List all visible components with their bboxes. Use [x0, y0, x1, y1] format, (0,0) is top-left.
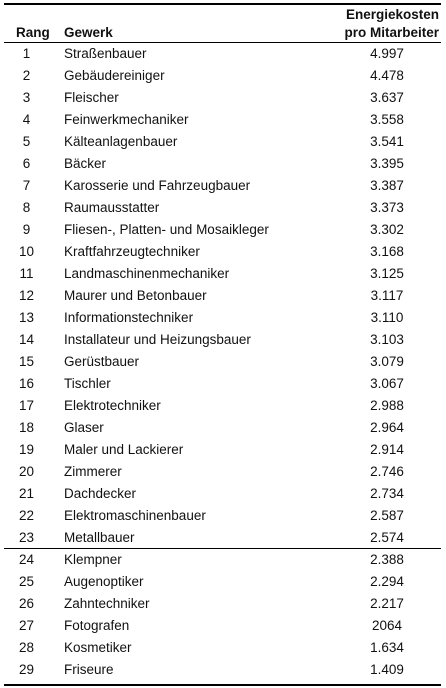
cell-energiekosten: 3.541 — [370, 134, 404, 149]
table-row — [4, 615, 441, 637]
cell-gewerk: Glaser — [64, 420, 104, 435]
table-row — [4, 241, 441, 263]
table-row — [4, 43, 441, 65]
cell-energiekosten: 2.217 — [370, 595, 404, 611]
cell-energiekosten: 3.637 — [370, 90, 404, 105]
cell-gewerk: Raumausstatter — [64, 200, 160, 215]
cell-gewerk: Fotografen — [64, 617, 130, 633]
cell-energiekosten: 1.634 — [370, 639, 404, 655]
table-row — [4, 65, 441, 87]
cell-rang: 4 — [22, 112, 31, 127]
cell-rang: 14 — [18, 332, 35, 347]
table-header — [4, 5, 441, 43]
cell-rang: 19 — [18, 442, 35, 457]
cell-energiekosten: 3.067 — [370, 376, 404, 391]
cell-gewerk: Maurer und Betonbauer — [64, 288, 207, 303]
cell-energiekosten: 3.373 — [370, 200, 404, 215]
cell-rang: 2 — [22, 68, 31, 83]
cell-gewerk: Karosserie und Fahrzeugbauer — [64, 178, 251, 193]
cell-gewerk: Gebäudereiniger — [64, 68, 165, 83]
cell-gewerk: Installateur und Heizungsbauer — [64, 332, 251, 347]
cell-gewerk: Landmaschinenmechaniker — [64, 266, 230, 281]
cell-energiekosten: 2.294 — [370, 573, 404, 589]
cell-rang: 1 — [22, 46, 31, 61]
table-row — [4, 417, 441, 439]
cell-gewerk: Fleischer — [64, 90, 119, 105]
cell-rang: 15 — [18, 354, 35, 369]
cell-energiekosten: 1.409 — [370, 661, 404, 677]
table-row — [4, 153, 441, 175]
cell-gewerk: Metallbauer — [64, 530, 135, 545]
cell-rang: 28 — [18, 639, 35, 655]
table-row — [4, 263, 441, 285]
table-row — [4, 549, 441, 571]
cell-rang: 10 — [18, 244, 35, 259]
cell-energiekosten: 2.574 — [370, 530, 404, 545]
cell-gewerk: Straßenbauer — [64, 46, 147, 61]
cell-gewerk: Informationstechniker — [64, 310, 194, 325]
cell-energiekosten: 3.168 — [370, 244, 404, 259]
cell-rang: 6 — [22, 156, 31, 171]
cell-energiekosten: 2.734 — [370, 486, 404, 501]
cell-rang: 29 — [18, 661, 35, 677]
table-row — [4, 461, 441, 483]
cell-rang: 20 — [18, 464, 35, 479]
table-row — [4, 87, 441, 109]
cell-gewerk: Augenoptiker — [64, 573, 144, 589]
cell-energiekosten: 3.117 — [370, 288, 404, 303]
table-row — [4, 175, 441, 197]
cell-energiekosten: 2.388 — [370, 551, 404, 567]
cell-gewerk: Maler und Lackierer — [64, 442, 184, 457]
cell-energiekosten: 2.964 — [370, 420, 404, 435]
table-row — [4, 637, 441, 659]
header-gewerk: Gewerk — [64, 25, 113, 40]
cell-energiekosten: 2.914 — [370, 442, 404, 457]
cell-rang: 13 — [18, 310, 35, 325]
table-row — [4, 131, 441, 153]
cell-rang: 7 — [22, 178, 31, 193]
cell-rang: 24 — [18, 551, 35, 567]
table-row — [4, 395, 441, 417]
cell-gewerk: Zahntechniker — [64, 595, 150, 611]
table-row — [4, 439, 441, 461]
cell-gewerk: Bäcker — [64, 156, 107, 171]
cell-rang: 26 — [18, 595, 35, 611]
cell-energiekosten: 3.395 — [370, 156, 404, 171]
header-energiekosten-line1: Energiekosten — [345, 7, 439, 22]
cell-energiekosten: 2.746 — [370, 464, 404, 479]
cell-gewerk: Elektromaschinenbauer — [64, 508, 206, 523]
table-row — [4, 505, 441, 527]
cell-rang: 5 — [22, 134, 31, 149]
cell-energiekosten: 3.302 — [370, 222, 404, 237]
cell-gewerk: Gerüstbauer — [64, 354, 140, 369]
table-row — [4, 527, 441, 549]
table-bottom-rule — [4, 684, 441, 686]
cell-gewerk: Kälteanlagenbauer — [64, 134, 178, 149]
cell-gewerk: Fliesen-, Platten- und Mosaikleger — [64, 222, 269, 237]
table-row — [4, 571, 441, 593]
cell-rang: 25 — [18, 573, 35, 589]
cell-rang: 23 — [18, 530, 35, 545]
table-row — [4, 593, 441, 615]
table-row — [4, 373, 441, 395]
cell-rang: 16 — [18, 376, 35, 391]
cell-rang: 9 — [22, 222, 31, 237]
cell-energiekosten: 3.125 — [370, 266, 404, 281]
cell-rang: 11 — [19, 266, 34, 281]
header-energiekosten-line2: pro Mitarbeiter — [344, 25, 439, 40]
cell-energiekosten: 2064 — [371, 617, 403, 633]
cell-gewerk: Klempner — [64, 551, 122, 567]
cell-gewerk: Elektrotechniker — [64, 398, 161, 413]
cell-energiekosten: 2.587 — [370, 508, 404, 523]
table-body — [4, 43, 441, 681]
cell-energiekosten: 4.478 — [370, 68, 404, 83]
cell-gewerk: Dachdecker — [64, 486, 137, 501]
table-row — [4, 197, 441, 219]
table-row — [4, 285, 441, 307]
cell-rang: 27 — [18, 617, 35, 633]
cell-gewerk: Kosmetiker — [64, 639, 132, 655]
cell-gewerk: Kraftfahrzeugtechniker — [64, 244, 200, 259]
cell-gewerk: Feinwerkmechaniker — [64, 112, 189, 127]
cell-energiekosten: 3.110 — [370, 310, 404, 325]
table-row — [4, 351, 441, 373]
cell-rang: 18 — [18, 420, 35, 435]
cell-rang: 17 — [18, 398, 35, 413]
cell-rang: 3 — [22, 90, 31, 105]
cell-gewerk: Tischler — [64, 376, 111, 391]
header-energiekosten — [344, 6, 439, 42]
table-row — [4, 483, 441, 505]
cell-rang: 22 — [18, 508, 35, 523]
table-row — [4, 329, 441, 351]
cell-energiekosten: 3.558 — [370, 112, 404, 127]
cell-rang: 8 — [22, 200, 31, 215]
table-row — [4, 109, 441, 131]
cell-gewerk: Zimmerer — [64, 464, 122, 479]
cell-energiekosten: 2.988 — [370, 398, 404, 413]
cell-energiekosten: 3.103 — [370, 332, 404, 347]
table-row — [4, 219, 441, 241]
table-row — [4, 659, 441, 681]
cell-rang: 21 — [18, 486, 35, 501]
cell-energiekosten: 4.997 — [370, 46, 404, 61]
table-row — [4, 307, 441, 329]
cell-energiekosten: 3.387 — [370, 178, 404, 193]
cell-energiekosten: 3.079 — [370, 354, 404, 369]
cell-rang: 12 — [18, 288, 35, 303]
header-rang: Rang — [16, 25, 50, 40]
cell-gewerk: Friseure — [64, 661, 114, 677]
